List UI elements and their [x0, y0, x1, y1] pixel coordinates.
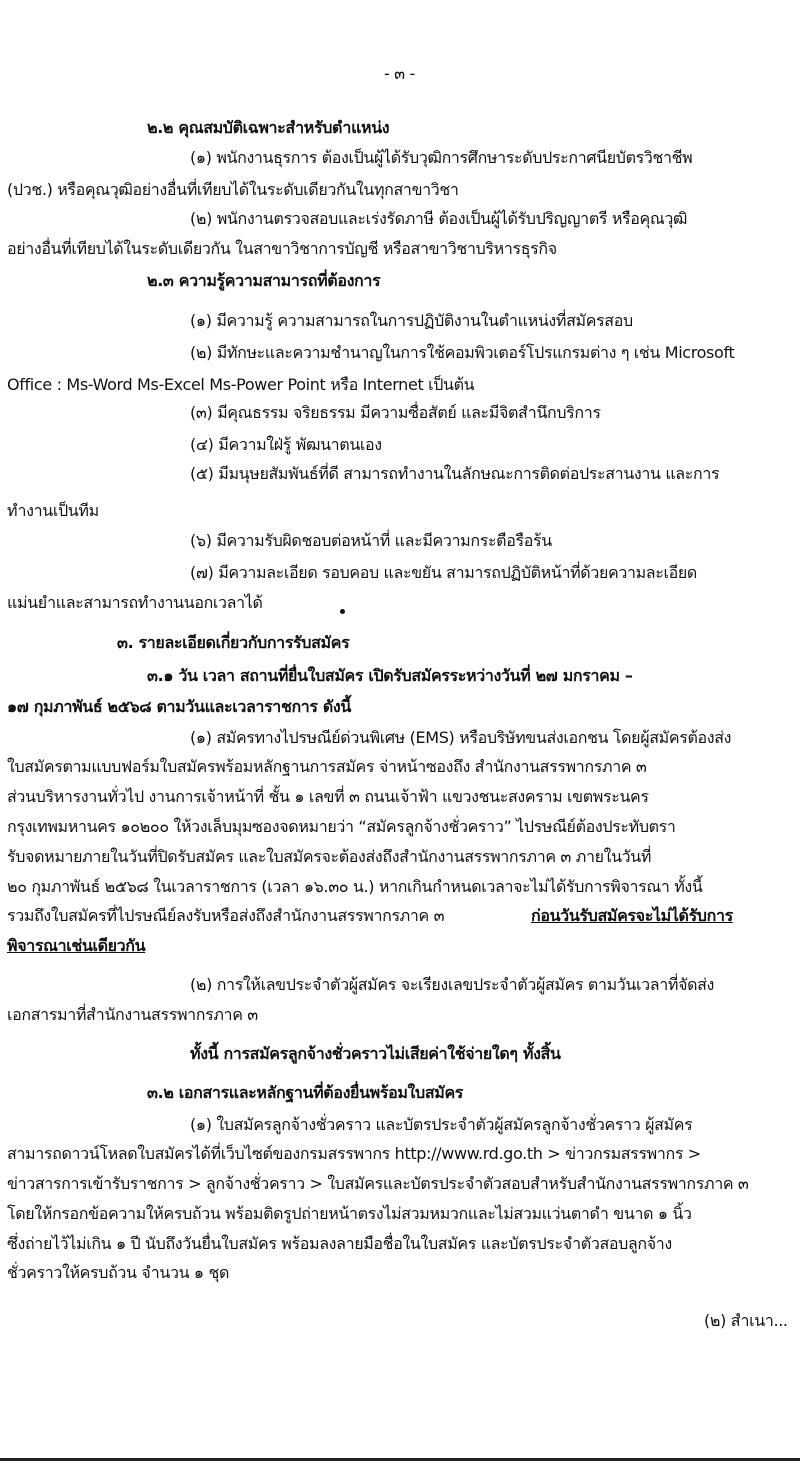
body-line: รวมถึงใบสมัครที่ไปรษณีย์ลงรับหรือส่งถึงสำนักงานสรรพากรภาค ๓	[7, 906, 445, 925]
body-line: เอกสารมาที่สำนักงานสรรพากรภาค ๓	[7, 1005, 258, 1024]
body-line: (๒) การให้เลขประจำตัวผู้สมัคร จะเรียงเลขประจำตัวผู้สมัคร ตามวันเวลาที่จัดส่ง	[190, 975, 715, 994]
body-line: (๔) มีความใฝ่รู้ พัฒนาตนเอง	[190, 435, 382, 454]
body-line: (๗) มีความละเอียด รอบคอบ และขยัน สามารถปฏิบัติหน้าที่ด้วยความละเอียด	[190, 563, 697, 582]
section-heading-2-3: ๒.๓ ความรู้ความสามารถที่ต้องการ	[147, 271, 381, 290]
body-line: กรุงเทพมหานคร ๑๐๒๐๐ ให้วงเล็บมุมซองจดหมายว่า “สมัครลูกจ้างชั่วคราว” ไปรษณีย์ต้องประทับตรา	[7, 817, 676, 836]
bullet-dot	[340, 609, 345, 614]
body-line: (๑) พนักงานธุรการ ต้องเป็นผู้ได้รับวุฒิการศึกษาระดับประกาศนียบัตรวิชาชีพ	[190, 148, 693, 167]
body-line: ซึ่งถ่ายไว้ไม่เกิน ๑ ปี นับถึงวันยื่นใบสมัคร พร้อมลงลายมือชื่อในใบสมัคร และบัตรประจำตัวสอบลูกจ้าง	[7, 1234, 672, 1253]
page-number: - ๓ -	[384, 64, 415, 83]
body-line: (๓) มีคุณธรรม จริยธรรม มีความซื่อสัตย์ และมีจิตสำนึกบริการ	[190, 403, 601, 422]
body-line: อย่างอื่นที่เทียบได้ในระดับเดียวกัน ในสาขาวิชาการบัญชี หรือสาขาวิชาบริหารธุรกิจ	[7, 239, 557, 258]
body-line: ๒๐ กุมภาพันธ์ ๒๕๖๘ ในเวลาราชการ (เวลา ๑๖.๓๐ น.) หากเกินกำหนดเวลาจะไม่ได้รับการพิจารณา ทั้งนี้	[7, 877, 703, 896]
body-line: ข่าวสารการเข้ารับราชการ > ลูกจ้างชั่วคราว > ใบสมัครและบัตรประจำตัวสอบสำหรับสำนักงานสรรพากรภาค ๓	[7, 1174, 749, 1193]
section-heading-3-1-cont: ๑๗ กุมภาพันธ์ ๒๕๖๘ ตามวันและเวลาราชการ ดังนี้	[7, 697, 351, 716]
body-line: (๒) มีทักษะและความชำนาญในการใช้คอมพิวเตอร์โปรแกรมต่าง ๆ เช่น Microsoft	[190, 343, 735, 362]
body-line: แม่นยำและสามารถทำงานนอกเวลาได้	[7, 593, 263, 612]
body-line: (๑) สมัครทางไปรษณีย์ด่วนพิเศษ (EMS) หรือบริษัทขนส่งเอกชน โดยผู้สมัครต้องส่ง	[190, 728, 732, 747]
bottom-divider	[0, 1458, 800, 1461]
body-line: (๕) มีมนุษยสัมพันธ์ที่ดี สามารถทำงานในลักษณะการติดต่อประสานงาน และการ	[190, 464, 720, 483]
body-line: ชั่วคราวให้ครบถ้วน จำนวน ๑ ชุด	[7, 1263, 230, 1282]
body-line: (๖) มีความรับผิดชอบต่อหน้าที่ และมีความกระตือรือร้น	[190, 531, 552, 550]
body-line: Office : Ms-Word Ms-Excel Ms-Power Point หรือ Internet เป็นต้น	[7, 375, 475, 394]
body-line: รับจดหมายภายในวันที่ปิดรับสมัคร และใบสมัครจะต้องส่งถึงสำนักงานสรรพากรภาค ๓ ภายในวันที่	[7, 847, 652, 866]
body-line: (ปวช.) หรือคุณวุฒิอย่างอื่นที่เทียบได้ในระดับเดียวกันในทุกสาขาวิชา	[7, 180, 459, 199]
section-heading-3: ๓. รายละเอียดเกี่ยวกับการรับสมัคร	[117, 633, 350, 652]
body-line: ทำงานเป็นทีม	[7, 501, 99, 520]
body-line: (๑) มีความรู้ ความสามารถในการปฏิบัติงานในตำแหน่งที่สมัครสอบ	[190, 311, 633, 330]
continuation-marker: (๒) สำเนา...	[704, 1311, 788, 1330]
fee-notice: ทั้งนี้ การสมัครลูกจ้างชั่วคราวไม่เสียค่าใช้จ่ายใดๆ ทั้งสิ้น	[190, 1044, 561, 1063]
section-heading-2-2: ๒.๒ คุณสมบัติเฉพาะสำหรับตำแหน่ง	[147, 118, 390, 137]
body-line: (๒) พนักงานตรวจสอบและเร่งรัดภาษี ต้องเป็นผู้ได้รับปริญญาตรี หรือคุณวุฒิ	[190, 209, 688, 228]
body-line: ส่วนบริหารงานทั่วไป งานการเจ้าหน้าที่ ชั้น ๑ เลขที่ ๓ ถนนเจ้าฟ้า แขวงชนะสงคราม เขตพระนคร	[7, 787, 649, 806]
body-line: สามารถดาวน์โหลดใบสมัครได้ที่เว็บไซต์ของกรมสรรพากร http://www.rd.go.th > ข่าวกรมสรรพากร >	[7, 1144, 701, 1163]
underlined-notice: ก่อนวันรับสมัครจะไม่ได้รับการ	[531, 906, 733, 925]
body-line: โดยให้กรอกข้อความให้ครบถ้วน พร้อมติดรูปถ่ายหน้าตรงไม่สวมหมวกและไม่สวมแว่นตาดำ ขนาด ๑ นิ้ว	[7, 1204, 692, 1223]
section-heading-3-1: ๓.๑ วัน เวลา สถานที่ยื่นใบสมัคร เปิดรับสมัครระหว่างวันที่ ๒๗ มกราคม –	[147, 666, 633, 685]
section-heading-3-2: ๓.๒ เอกสารและหลักฐานที่ต้องยื่นพร้อมใบสมัคร	[147, 1083, 464, 1102]
underlined-notice-cont: พิจารณาเช่นเดียวกัน	[7, 936, 146, 955]
body-line: (๑) ใบสมัครลูกจ้างชั่วคราว และบัตรประจำตัวผู้สมัครลูกจ้างชั่วคราว ผู้สมัคร	[190, 1115, 693, 1134]
body-line: ใบสมัครตามแบบฟอร์มใบสมัครพร้อมหลักฐานการสมัคร จ่าหน้าซองถึง สำนักงานสรรพากรภาค ๓	[7, 757, 647, 776]
